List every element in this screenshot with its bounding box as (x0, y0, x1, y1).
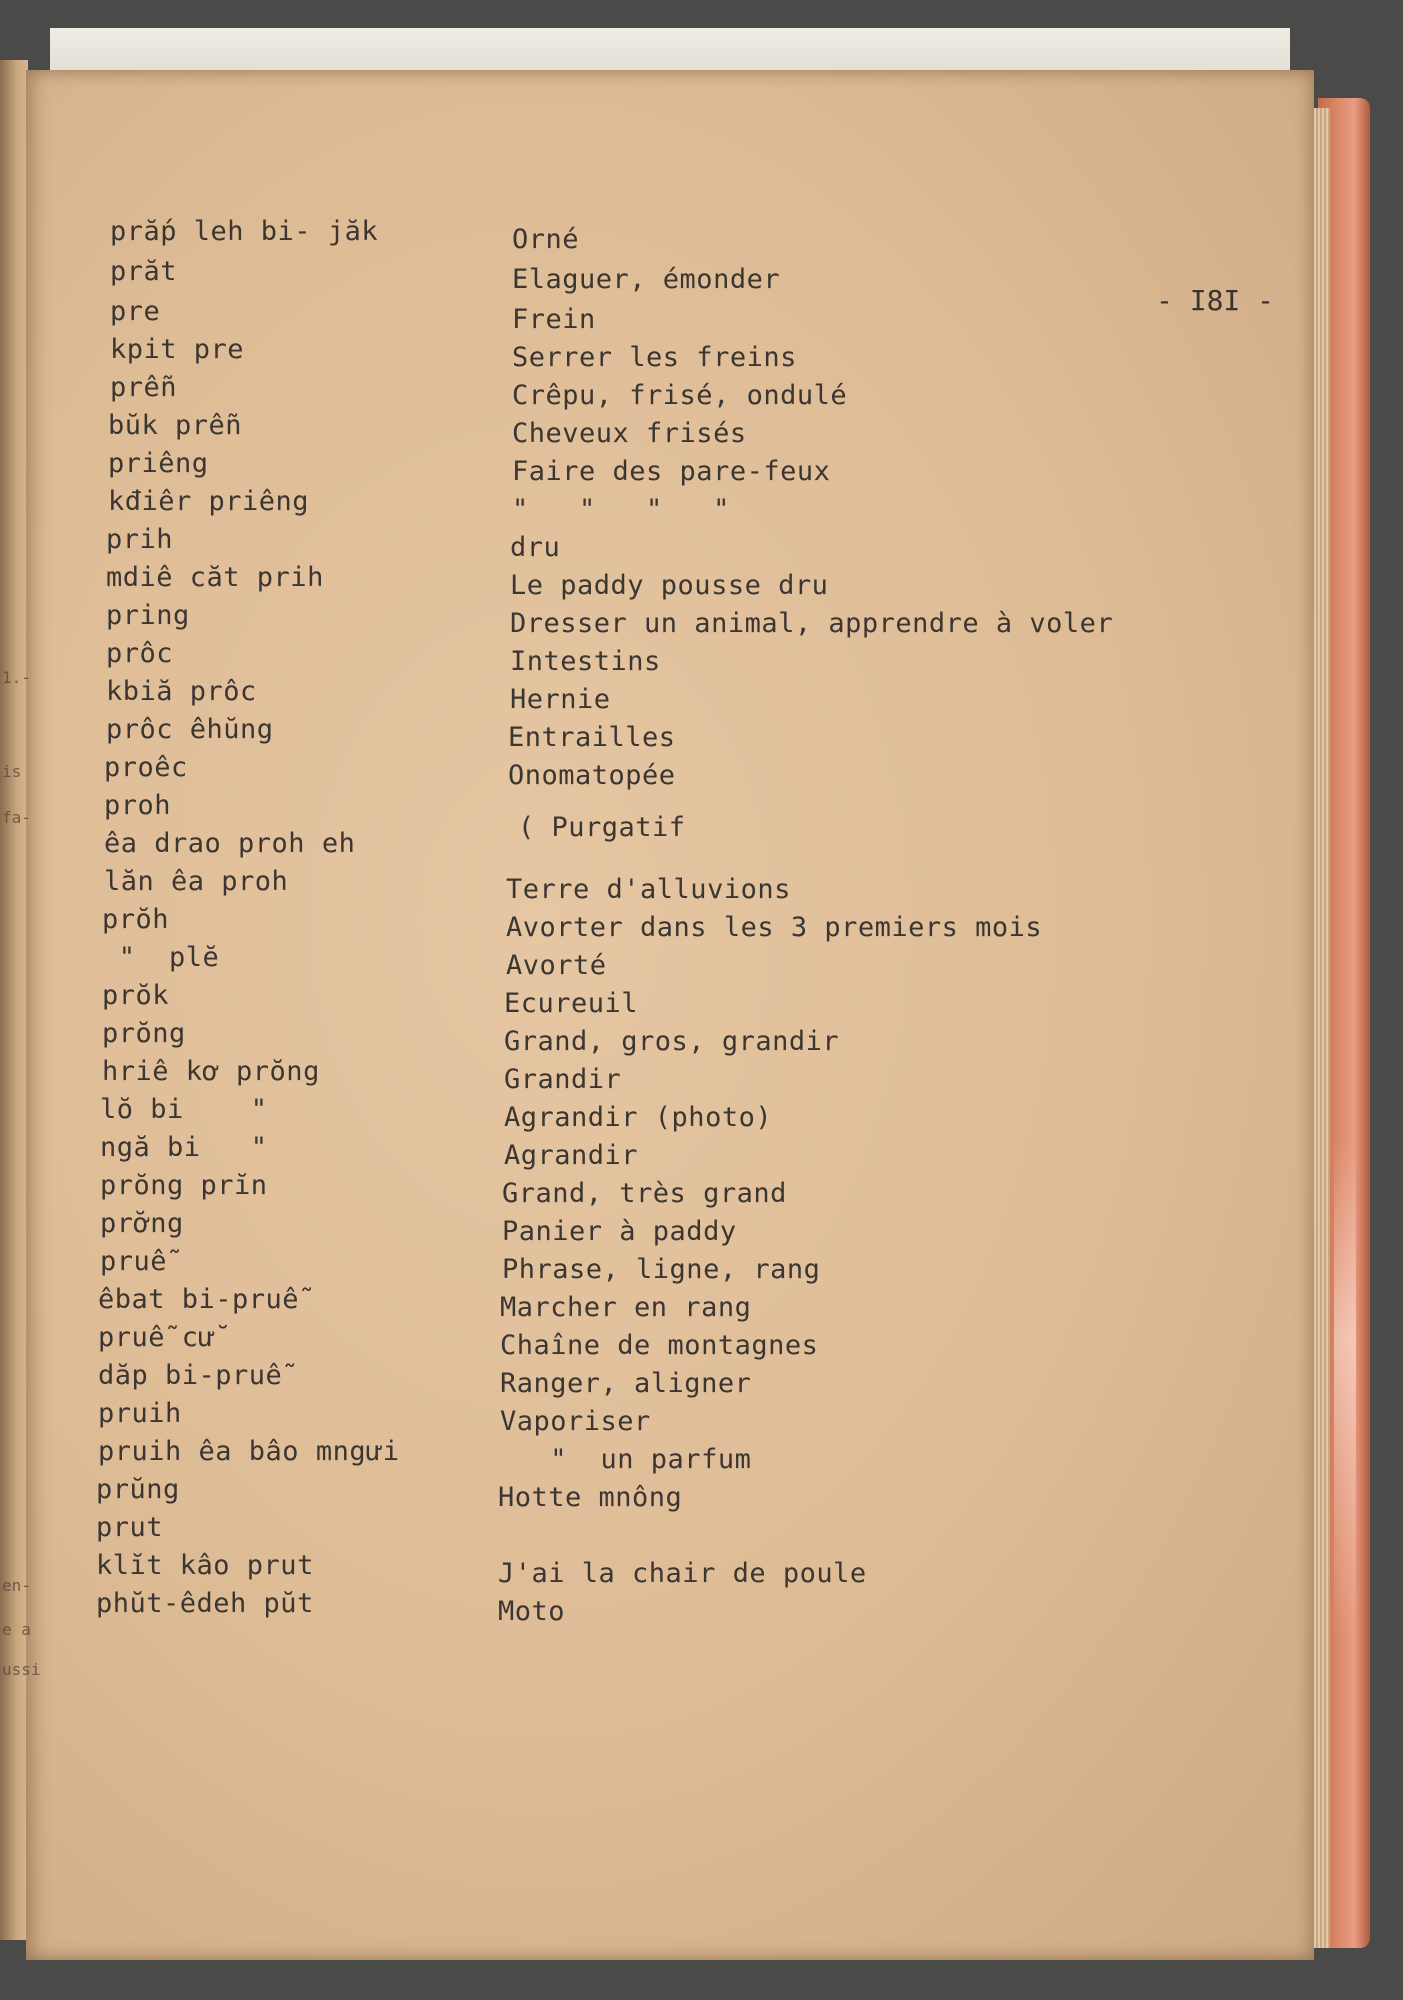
entry-gloss: Cheveux frisés (512, 418, 747, 449)
entry-gloss: Avorté (506, 950, 607, 981)
entry-term: hriê kơ prŏng (102, 1056, 320, 1087)
entry-gloss: Moto (498, 1596, 566, 1627)
margin-fragment: ussi (2, 1660, 41, 1679)
margin-fragment: is (2, 762, 22, 781)
entry-gloss: Frein (512, 304, 596, 335)
page-number: - I8I - (1156, 284, 1275, 317)
margin-fragment: en- (2, 1576, 31, 1595)
entry-gloss: dru (510, 532, 561, 563)
cover-reflection (1334, 1140, 1356, 1640)
margin-fragment: e a (2, 1620, 31, 1639)
entry-gloss: ( Purgatif (518, 812, 686, 843)
entry-gloss: J'ai la chair de poule (498, 1558, 867, 1589)
entry-term: prơ̆ng (100, 1208, 184, 1239)
entry-term: proêc (104, 752, 188, 783)
entry-gloss: Hotte mnông (498, 1482, 683, 1513)
entry-gloss: Vaporiser (500, 1406, 651, 1437)
entry-gloss: Orné (512, 224, 580, 255)
entry-gloss: Chaîne de montagnes (500, 1330, 819, 1361)
entry-term: lŏ bi " (100, 1094, 268, 1125)
entry-gloss: Agrandir (504, 1140, 639, 1171)
entry-term: pring (106, 600, 190, 631)
entry-term: prih (106, 524, 174, 555)
entry-gloss: Phrase, ligne, rang (502, 1254, 821, 1285)
entry-gloss: Ranger, aligner (500, 1368, 752, 1399)
entry-gloss: Grand, très grand (502, 1178, 787, 1209)
entry-term: dăp bi-pruễ (98, 1360, 283, 1391)
entry-term: kbiă prôc (106, 676, 257, 707)
entry-term: prŭng (96, 1474, 180, 1505)
entry-term: pruễ (100, 1246, 168, 1277)
entry-gloss: Ecureuil (504, 988, 639, 1019)
entry-term: prŏng (102, 1018, 186, 1049)
entry-term: prễn (110, 372, 178, 403)
entry-gloss: Avorter dans les 3 premiers mois (506, 912, 1043, 943)
entry-term: prŏng prĭn (100, 1170, 268, 1201)
entry-term: ngă bi " (100, 1132, 268, 1163)
entry-gloss: Grandir (504, 1064, 622, 1095)
entry-term: prôc (106, 638, 174, 669)
entry-term: " plĕ (102, 942, 220, 973)
entry-term: bŭk prễn (108, 410, 243, 441)
entry-term: proh (104, 790, 172, 821)
entry-gloss: " " " " (512, 494, 730, 525)
entry-term: prôc êhŭng (106, 714, 274, 745)
entry-term: pruih (98, 1398, 182, 1429)
entry-gloss: Terre d'alluvions (506, 874, 791, 905)
entry-term: prŏk (102, 980, 170, 1011)
entry-gloss: Intestins (510, 646, 661, 677)
entry-term: lăn êa proh (104, 866, 289, 897)
entry-term: priêng (108, 448, 209, 479)
entry-term: klĭt kâo prut (96, 1550, 314, 1581)
entry-gloss: Serrer les freins (512, 342, 797, 373)
entry-gloss: Entrailles (508, 722, 676, 753)
entry-term: prut (96, 1512, 164, 1543)
entry-term: prŏh (102, 904, 170, 935)
entry-gloss: Faire des pare-feux (512, 456, 831, 487)
entry-term: prắp leh bi- jăk (110, 216, 379, 247)
entry-term: pre (110, 296, 161, 327)
entry-term: pruih êa bâo mngưi (98, 1436, 400, 1467)
entry-gloss: Dresser un animal, apprendre à voler (510, 608, 1114, 639)
entry-gloss: Hernie (510, 684, 611, 715)
entry-gloss: Le paddy pousse dru (510, 570, 829, 601)
entry-gloss: Elaguer, émonder (512, 264, 781, 295)
entry-term: êa drao proh eh (104, 828, 356, 859)
entry-gloss: Marcher en rang (500, 1292, 752, 1323)
margin-fragment: 1.- (2, 668, 31, 687)
entry-term: kpit pre (110, 334, 245, 365)
entry-term: êbat bi-pruễ (98, 1284, 300, 1315)
entry-gloss: " un parfum (500, 1444, 752, 1475)
entry-gloss: Agrandir (photo) (504, 1102, 773, 1133)
entry-gloss: Onomatopée (508, 760, 676, 791)
entry-gloss: Grand, gros, grandir (504, 1026, 840, 1057)
entry-term: pruễ cư̆ (98, 1322, 216, 1353)
left-page-edge (0, 60, 28, 1940)
margin-fragment: fa- (2, 808, 31, 827)
entry-term: mdiê căt prih (106, 562, 324, 593)
entry-term: phŭt-êdeh pŭt (96, 1588, 314, 1619)
entry-gloss: Panier à paddy (502, 1216, 737, 1247)
entry-gloss: Crêpu, frisé, ondulé (512, 380, 848, 411)
book-page (26, 70, 1314, 1960)
entry-term: kđiêr priêng (108, 486, 310, 517)
entry-term: prăt (110, 256, 178, 287)
